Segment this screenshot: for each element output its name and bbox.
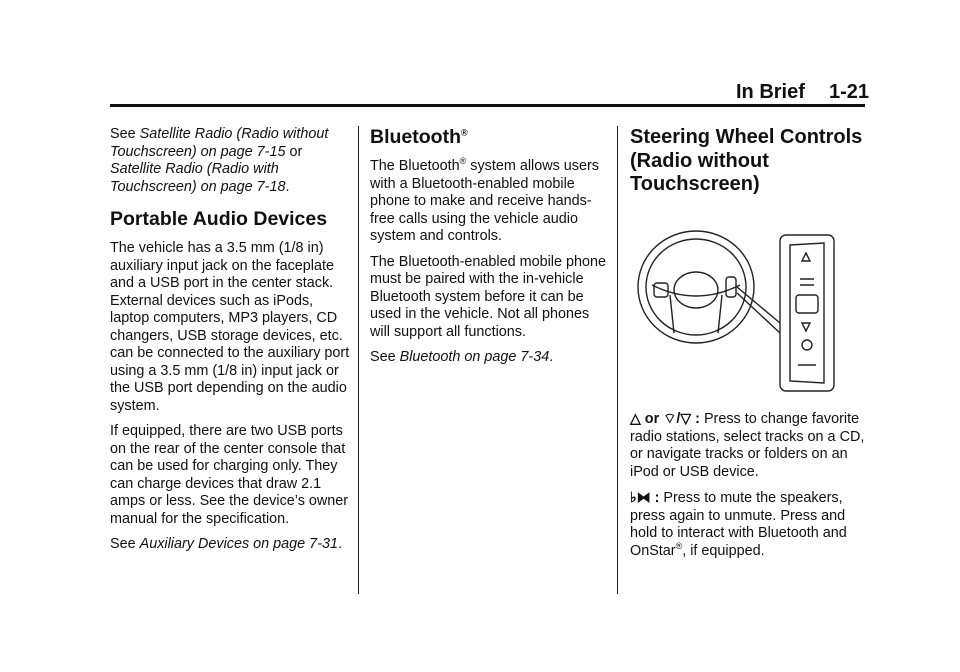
cross-reference-link[interactable]: Satellite Radio (Radio with Touchscreen) on page 7-18: [110, 161, 286, 195]
cross-reference-link[interactable]: Satellite Radio (Radio without Touchscreen) on page 7-15: [110, 126, 329, 160]
cross-reference-link[interactable]: Auxiliary Devices on page 7-31: [139, 536, 338, 552]
favorite-icon: ⌔: [663, 410, 677, 426]
satellite-radio-reference: See Satellite Radio (Radio without Touchscreen) on page 7-15 or Satellite Radio (Radio with Touchscreen) on page 7-18.: [110, 126, 329, 195]
portable-audio-heading: Portable Audio Devices: [110, 208, 328, 230]
column-3: [630, 126, 870, 568]
triangle-down-icon: ▽: [680, 410, 692, 426]
steering-wheel-controls-figure: [630, 215, 840, 395]
bluetooth-paragraph-2: The Bluetooth-enabled mobile phone must be paired with the in-vehicle Bluetooth system before it can be used in the vehicle. Not all phones will support all functions.: [370, 253, 607, 340]
triangle-up-icon: △: [630, 410, 641, 426]
portable-audio-paragraph-2: If equipped, there are two USB ports on the rear of the center console that can be used for charging only. They can charge devices that draw 2.1 amps or less. See the device’s owner manual for the specification.: [110, 423, 349, 527]
column-1: [110, 126, 350, 562]
auxiliary-devices-reference: See Auxiliary Devices on page 7-31.: [110, 536, 342, 552]
bluetooth-heading: Bluetooth®: [370, 126, 468, 148]
portable-audio-paragraph-1: The vehicle has a 3.5 mm (1/8 in) auxiliary input jack on the faceplate and a USB port in the center stack. External devices such as iPods, laptop computers, MP3 players, CD changers, USB storage devices, etc. can be connected to the auxiliary port using a 3.5 mm (1/8 in) input jack or the USB port depending on the audio system.: [110, 240, 350, 414]
mute-icon: ♭: [630, 489, 637, 505]
mute-controls-description: ♭⧓ : Press to mute the speakers, press again to unmute. Press and hold to interact with Bluetooth and OnStar®, if equipped.: [630, 489, 847, 559]
see-text: See: [110, 126, 136, 142]
control-panel-icon: [780, 235, 834, 391]
steering-wheel-icon: [638, 231, 780, 343]
voice-icon: ⧓: [636, 489, 651, 505]
column-2: [370, 126, 610, 375]
favorite-controls-description: △ or ⌔/▽ : Press to change favorite radio stations, select tracks on a CD, or navigate tracks or folders on an iPod or USB device.: [630, 410, 865, 480]
header-section-title: In Brief: [736, 81, 805, 103]
bluetooth-reference: See Bluetooth on page 7-34.: [370, 349, 554, 365]
column-divider-1: [358, 126, 359, 594]
column-divider-2: [617, 126, 618, 594]
steering-wheel-controls-heading: Steering Wheel Controls (Radio without Touchscreen): [630, 126, 863, 195]
or-text: or: [289, 143, 303, 160]
cross-reference-link[interactable]: Bluetooth on page 7-34: [399, 349, 550, 365]
header-rule: [110, 104, 865, 107]
bluetooth-paragraph-1: The Bluetooth® system allows users with a Bluetooth-enabled mobile phone to make and receive hands-free calls using the vehicle audio system and controls.: [370, 156, 599, 244]
header-page-number: 1-21: [829, 81, 870, 103]
